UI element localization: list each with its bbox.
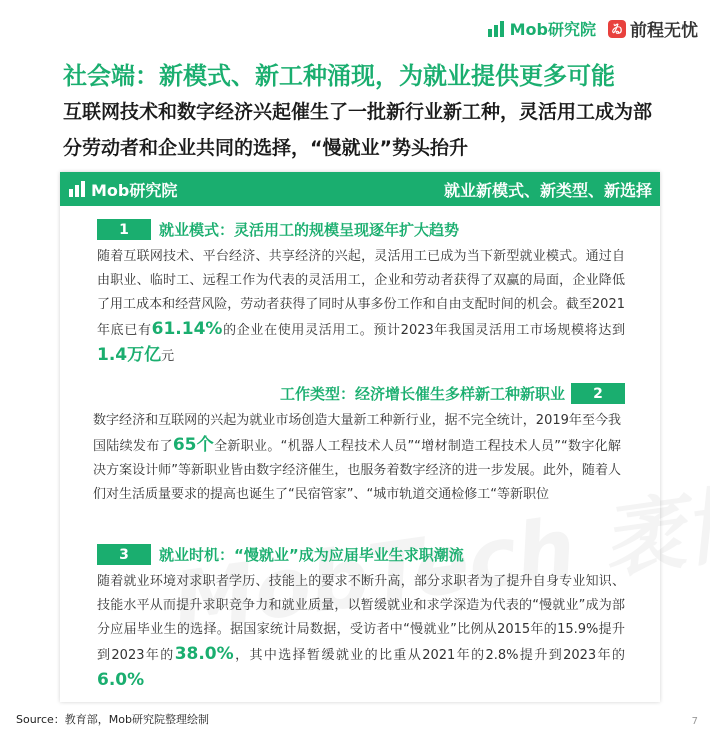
partner-logo-icon: ゐ <box>608 20 626 38</box>
bar-chart-icon <box>487 21 507 37</box>
card-logo <box>68 178 177 201</box>
mob-logo-text: Mob研究院 <box>509 20 596 39</box>
partner-logo-text: 前程无忧 <box>630 21 698 41</box>
mob-logo <box>487 17 596 40</box>
card-header-title: 就业新模式、新类型、新选择 <box>443 180 652 200</box>
section-2-header <box>280 383 625 404</box>
section-2-paragraph: 数字经济和互联网的兴起为就业市场创造大量新工种新行业，据不完全统计，2019年至今我国陆续发布了65个全新职业。“机器人工程技术人员”“增材制造工程技术人员”“数字化解决方案设计师”等新职业皆由数字经济催生，也服务着数字经济的进一步发展。此外，随着人们对生活质量要求的提高也诞生了“民宿管家”、“城市轨道交通检修工“等新职位 <box>93 413 621 502</box>
highlight-value: 1.4万亿 <box>97 345 162 365</box>
content-card <box>60 172 660 702</box>
highlight-value: 6.0% <box>97 670 145 690</box>
highlight-value: 61.14% <box>151 319 223 339</box>
page-number: 7 <box>691 716 698 727</box>
section-title: 工作类型：经济增长催生多样新工种新职业 <box>279 385 565 403</box>
section-number-badge: 3 <box>97 544 151 565</box>
section-1-paragraph: 随着互联网技术、平台经济、共享经济的兴起，灵活用工已成为当下新型就业模式。通过自由职业、临时工、远程工作为代表的灵活用工，企业和劳动者获得了双赢的局面，企业降低了用工成本和经营风险，劳动者获得了同时从事多份工作和自由支配时间的机会。截至2021年底已有61.14%的企业在使用灵活用工。预计2023年我国灵活用工市场规模将达到1.4万亿元 <box>97 249 625 365</box>
highlight-value: 38.0% <box>174 644 234 664</box>
section-number-badge: 1 <box>97 219 151 240</box>
section-title: 就业模式：灵活用工的规模呈现逐年扩大趋势 <box>159 221 460 239</box>
source-note: Source：教育部，Mob研究院整理绘制 <box>16 713 209 726</box>
section-3-header <box>97 544 464 565</box>
header-logos <box>487 16 698 41</box>
section-1-header <box>97 219 459 240</box>
card-header <box>60 172 660 206</box>
section-title: 就业时机：“慢就业”成为应届毕业生求职潮流 <box>159 546 464 564</box>
section-3-paragraph: 随着就业环境对求职者学历、技能上的要求不断升高，部分求职者为了提升自身专业知识、技能水平从而提升求职竞争力和就业质量，以暂缓就业和求学深造为代表的“慢就业”成为部分应届毕业生的选择。据国家统计局数据，受访者中“慢就业”比例从2015年的15.9%提升到2023年的38.0%，其中选择暂缓就业的比重从2021年的2.8%提升到2023年的6.0% <box>97 574 625 690</box>
page-title: 社会端：新模式、新工种涌现，为就业提供更多可能 <box>63 62 615 90</box>
partner-logo <box>608 16 698 41</box>
card-logo-text: Mob研究院 <box>91 180 178 200</box>
bar-chart-icon <box>68 181 88 197</box>
section-number-badge: 2 <box>571 383 625 404</box>
highlight-value: 65个 <box>172 435 215 455</box>
page-subtitle: 互联网技术和数字经济兴起催生了一批新行业新工种，灵活用工成为部分劳动者和企业共同的选择，“慢就业”势头抬升 <box>63 101 653 159</box>
